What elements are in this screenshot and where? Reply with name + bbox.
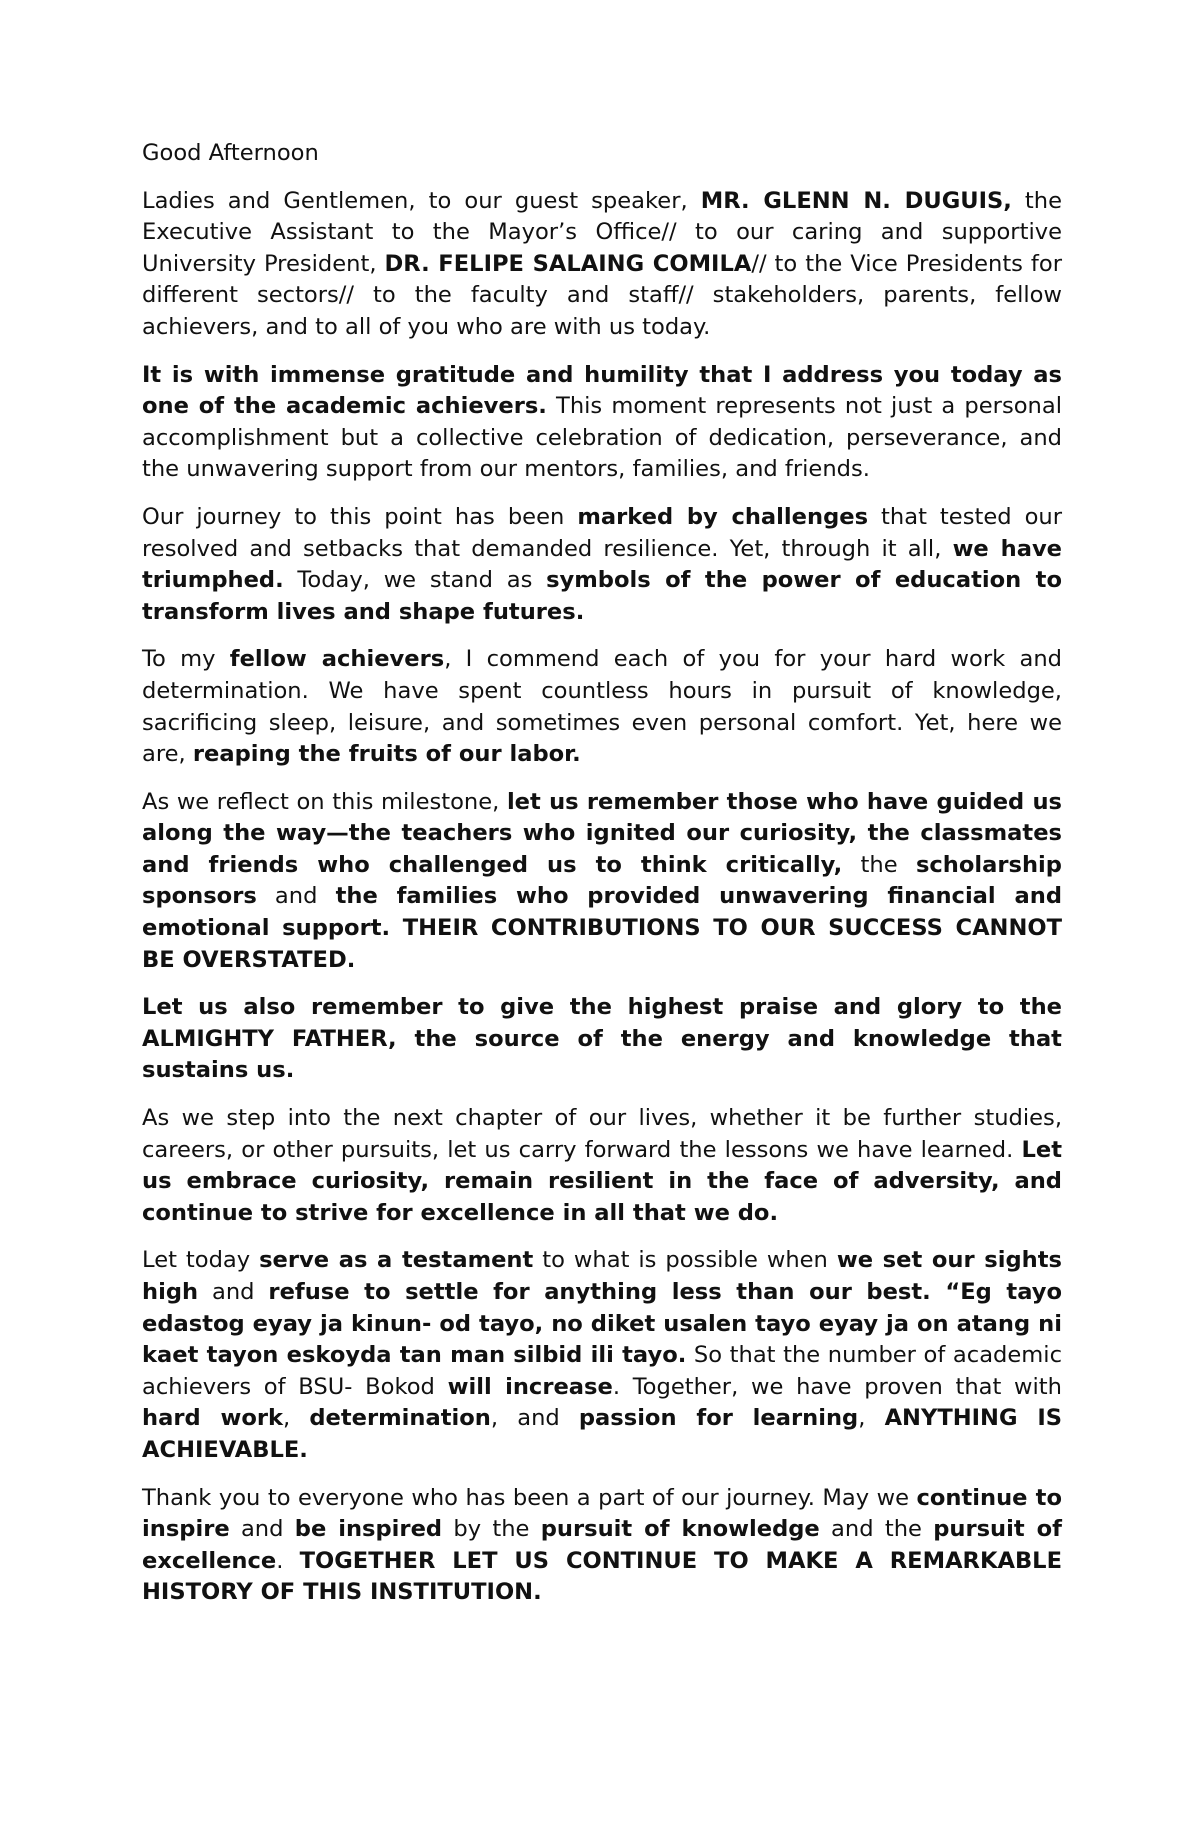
- text-run: , and: [490, 1405, 579, 1432]
- text-run: and: [229, 1516, 295, 1543]
- text-run: the: [842, 851, 916, 878]
- paragraph-acknowledgements: [142, 186, 1062, 344]
- text-run: Let today: [142, 1247, 260, 1274]
- bold-text-run: reaping the fruits of our labor.: [192, 741, 581, 768]
- text-run: to what is possible when: [533, 1247, 837, 1274]
- text-run: ,: [283, 1405, 310, 1432]
- bold-text-run: scholarship sponsors: [142, 851, 1062, 910]
- text-run: , I commend each of you for your hard work and determination. We have spent countless hours in pursuit of knowledge, sacrificing sleep, leisure, and sometimes even personal comfort. Yet, here we are,: [142, 646, 1063, 768]
- text-run: So that the number of academic achievers of BSU- Bokod: [142, 1342, 1062, 1400]
- paragraph-thank-you: [142, 1483, 1062, 1609]
- bold-text-run: DR. FELIPE SALAING COMILA: [384, 250, 752, 277]
- text-run: Ladies and Gentlemen, to our guest speaker,: [142, 187, 701, 214]
- bold-text-run: It is with immense gratitude and humility that I address you today as one of the academic achievers.: [142, 361, 1062, 420]
- text-run: . Together, we have proven that with: [612, 1373, 1062, 1400]
- text-run: ,: [858, 1405, 885, 1432]
- bold-text-run: passion for learning: [578, 1405, 859, 1432]
- bold-text-run: MR. GLENN N. DUGUIS,: [700, 187, 1012, 214]
- paragraph-testament: [142, 1245, 1062, 1466]
- text-run: and: [198, 1279, 269, 1305]
- text-run: // to the Vice Presidents for different sectors// to the faculty and staff// stakeholders, parents, fellow achievers, and to all of you who are with us today.: [142, 250, 1062, 340]
- text-run: Good Afternoon: [142, 140, 319, 166]
- paragraph-journey: [142, 502, 1062, 628]
- text-run: To my: [142, 646, 230, 673]
- document-page: [142, 138, 1062, 1625]
- bold-text-run: pursuit of excellence: [142, 1516, 1063, 1574]
- bold-text-run: hard work: [142, 1405, 284, 1432]
- bold-text-run: serve as a testament: [259, 1247, 534, 1274]
- text-run: This moment represents not just a personal accomplishment but a collective celebration of dedication, perseverance, and the unwavering support from our mentors, families, and friends.: [142, 393, 1062, 483]
- paragraph-fellow-achievers: [142, 644, 1062, 770]
- text-run: that tested our resolved and setbacks that demanded resilience. Yet, through it all,: [142, 503, 1063, 562]
- paragraph-praise-almighty: [142, 992, 1062, 1087]
- bold-text-run: the families who provided unwavering financial and emotional support. THEIR CONTRIBUTIONS TO OUR SUCCESS CANNOT BE OVERSTATED.: [142, 883, 1062, 973]
- text-run: by the: [442, 1516, 541, 1543]
- bold-text-run: refuse to settle for anything less than our best. “Eg tayo edastog eyay ja kinun- od tayo, no diket usalen tayo eyay ja on atang ni kaet tayon eskoyda tan man silbid ili tayo.: [142, 1279, 1062, 1369]
- text-run: and: [256, 883, 336, 910]
- bold-text-run: pursuit of knowledge: [540, 1516, 820, 1543]
- paragraph-gratitude: [142, 360, 1062, 486]
- bold-text-run: will increase: [447, 1373, 613, 1400]
- bold-text-run: symbols of the power of education to transform lives and shape futures.: [142, 567, 1062, 625]
- text-run: and the: [819, 1516, 934, 1543]
- bold-text-run: fellow achievers: [229, 646, 445, 673]
- bold-text-run: TOGETHER LET US CONTINUE TO MAKE A REMARKABLE HISTORY OF THIS INSTITUTION.: [142, 1547, 1062, 1606]
- bold-text-run: be inspired: [294, 1516, 443, 1543]
- text-run: Thank you to everyone who has been a part of our journey. May we: [142, 1484, 917, 1511]
- text-run: As we reflect on this milestone,: [142, 788, 507, 815]
- bold-text-run: determination: [309, 1405, 491, 1432]
- bold-text-run: continue to inspire: [142, 1484, 1062, 1543]
- bold-text-run: let us remember those who have guided us along the way—the teachers who ignited our curiosity, the classmates and friends who challenged us to think critically,: [142, 788, 1062, 878]
- bold-text-run: Let us also remember to give the highest praise and glory to the ALMIGHTY FATHER, the source of the energy and knowledge that sustains us.: [142, 994, 1062, 1084]
- text-run: the Executive Assistant to the Mayor’s Office// to our caring and supportive University President,: [142, 187, 1063, 277]
- bold-text-run: ANYTHING IS ACHIEVABLE.: [142, 1405, 1062, 1463]
- paragraph-remember-mentors: [142, 787, 1062, 977]
- paragraph-greeting: [142, 138, 1062, 170]
- bold-text-run: we have triumphed.: [142, 535, 1062, 594]
- bold-text-run: we set our sights high: [142, 1247, 1062, 1305]
- text-run: .: [276, 1547, 300, 1574]
- bold-text-run: marked by challenges: [577, 503, 869, 530]
- bold-text-run: Let us embrace curiosity, remain resilient in the face of adversity, and continue to strive for excellence in all that we do.: [142, 1136, 1062, 1226]
- text-run: As we step into the next chapter of our lives, whether it be further studies, careers, or other pursuits, let us carry forward the lessons we have learned.: [142, 1105, 1062, 1163]
- text-run: Today, we stand as: [283, 567, 547, 594]
- text-run: Our journey to this point has been: [142, 503, 578, 530]
- paragraph-next-chapter: [142, 1103, 1062, 1229]
